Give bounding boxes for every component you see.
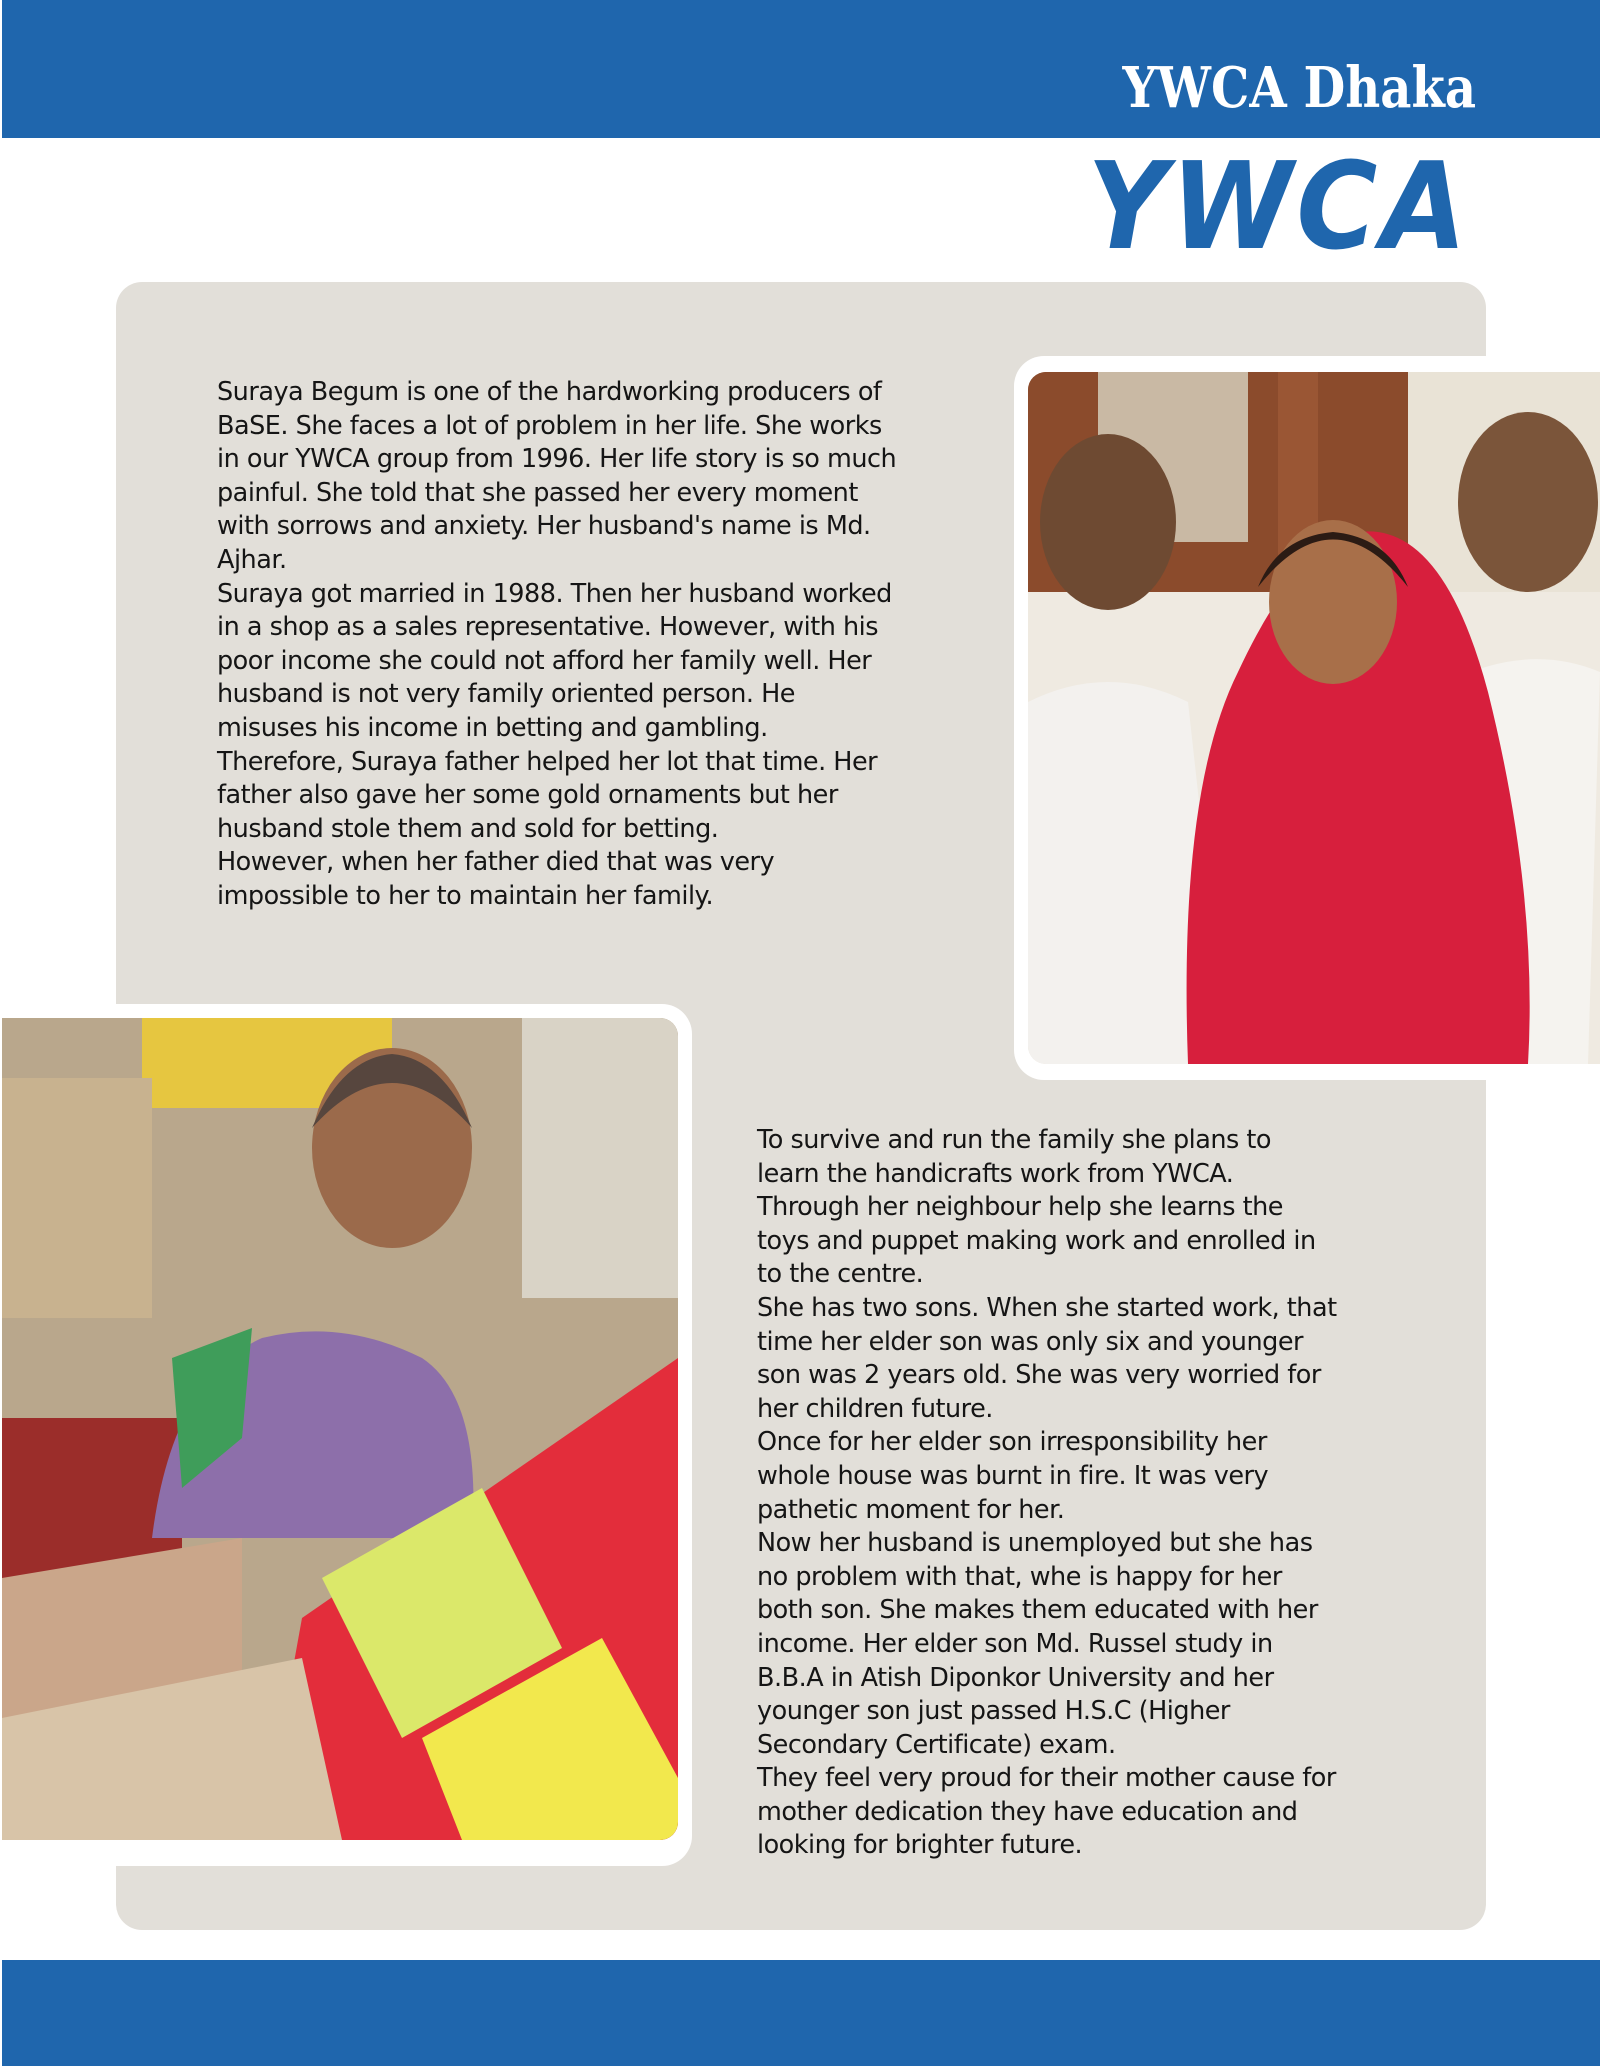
story-paragraph-2: To survive and run the family she plans to learn the handicrafts work from YWCA. Through her neighbour help she learns the toys and puppet making work and enrolled in to the centre. She has two sons. When she started work, that time her elder son was only six and younger son was 2 years old. She was very worried for her children future. Once for her elder son irresponsibility her whole house was burnt in fire. It was very pathetic moment for her. Now her husband is unemployed but she has no problem with that, whe is happy for her both son. She makes them educated with her income. Her elder son Md. Russel study in B.B.A in Atish Diponkor University and her younger son just passed H.S.C (Higher Secondary Certificate) exam. They feel very proud for their mother cause for mother dedication they have education and looking for brighter future.	[757, 1125, 1337, 1861]
story-paragraph-1: Suraya Begum is one of the hardworking producers of BaSE. She faces a lot of problem in her life. She works in our YWCA group from 1996. Her life story is so much painful. She told that she passed her every moment with sorrows and anxiety. Her husband's name is Md. Ajhar. Suraya got married in 1988. Then her husband worked in a shop as a sales representative. However, with his poor income she could not afford her family well. Her husband is not very family oriented person. He misuses his income in betting and gambling. Therefore, Suraya father helped her lot that time. Her father also gave her some gold ornaments but her husband stole them and sold for betting. However, when her father died that was very impossible to her to maintain her family.	[217, 377, 897, 911]
ywca-logo: YWCA	[1087, 138, 1470, 277]
family-photo-illustration	[1028, 372, 1600, 1064]
artisan-photo-illustration	[2, 1018, 678, 1840]
footer-bar	[2, 1960, 1600, 2066]
artisan-photo	[2, 1018, 678, 1840]
family-photo	[1028, 372, 1600, 1064]
page-title: YWCA Dhaka	[1122, 55, 1476, 121]
